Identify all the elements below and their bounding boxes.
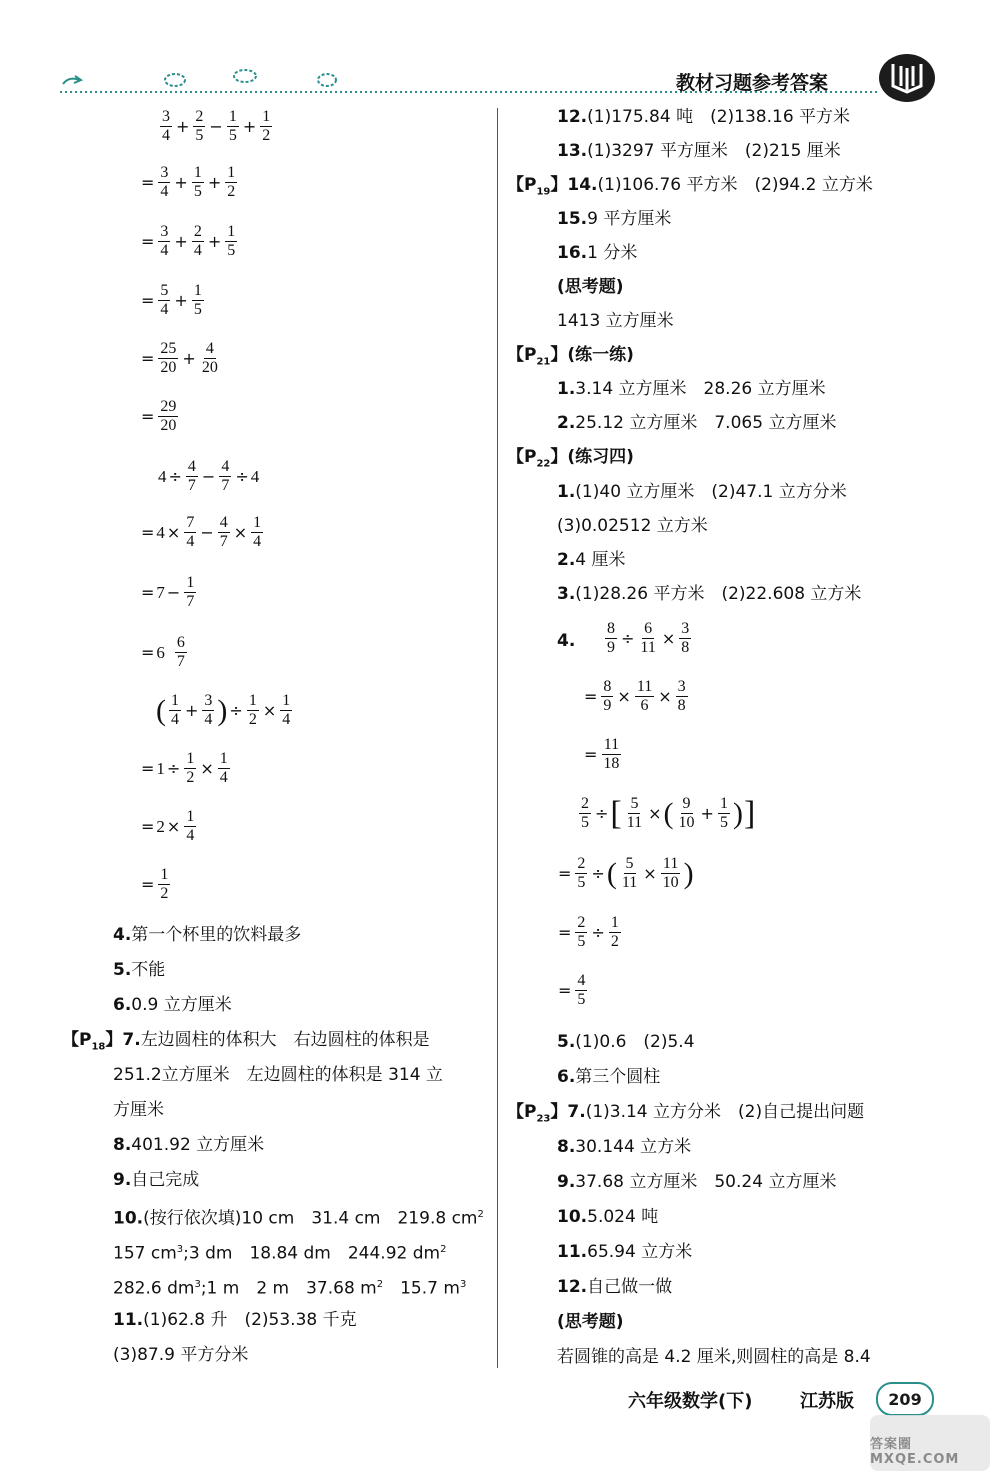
answer-item: 8.30.144 立方米 — [557, 1137, 692, 1157]
answer-item: 11.(1)62.8 升 (2)53.38 千克 — [113, 1310, 357, 1330]
section-label: 【$P_{22}$】(练习四) — [507, 447, 634, 470]
answer-item: 1413 立方厘米 — [557, 311, 674, 331]
answer-item: 282.6 $dm^3;1$ m 2 m 37.68 $m^2$ 15.7 $m^3$ — [113, 1278, 467, 1299]
expr1-line3: = $\frac{5}{4}$ + $\frac{1}{5}$ — [141, 282, 202, 318]
answer-item: 9.自己完成 — [113, 1170, 200, 1190]
answer-item: 9.37.68 立方厘米 50.24 立方厘米 — [557, 1172, 837, 1192]
answer-item: 16.1 分米 — [557, 243, 638, 263]
answer-item: 12.(1)175.84 吨 (2)138.16 平方米 — [557, 107, 851, 127]
answer-item: 2.4 厘米 — [557, 550, 626, 570]
expr1-line2: = $\frac{3}{4}$ + $\frac{2}{4}$ + $\frac{1}{5}$ — [141, 223, 236, 259]
answer-item: 4. — [557, 631, 576, 651]
expr5-line3: = $\frac{4}{5}$ — [558, 972, 586, 1008]
answer-item: 方厘米 — [113, 1100, 164, 1120]
expr5-line2: = $\frac{2}{5}$ ÷ $\frac{1}{2}$ — [558, 914, 619, 950]
expr1-line5: = $\frac{29}{20}$ — [141, 398, 177, 434]
column-divider — [497, 108, 498, 1368]
footer-edition: 江苏版 — [800, 1391, 854, 1412]
answer-item: 5.不能 — [113, 960, 166, 980]
expr3-line2: = 2 × $\frac{1}{4}$ — [141, 808, 195, 844]
answer-item: 10.(按行依次填)10 cm 31.4 cm 219.8 $cm^2$ — [113, 1208, 484, 1229]
expr5-line0: $\frac{2}{5}$ ÷ [ $\frac{5}{11}$ × ( $\frac{9}{10}$ + $\frac{1}{5}$ ) ] — [581, 794, 756, 832]
expr1-line4: = $\frac{25}{20}$ + $\frac{4}{20}$ — [141, 340, 218, 376]
answer-item: 10.5.024 吨 — [557, 1207, 659, 1227]
watermark: 答案圈 MXQE.COM — [870, 1415, 990, 1471]
expr5-line1: = $\frac{2}{5}$ ÷ ( $\frac{5}{11}$ × $\frac{11}{10}$ ) — [558, 855, 694, 891]
answer-item: 251.2立方厘米 左边圆柱的体积是 314 立 — [113, 1065, 443, 1085]
answer-item: 1.(1)40 立方厘米 (2)47.1 立方分米 — [557, 482, 847, 502]
answer-item: 4.第一个杯里的饮料最多 — [113, 925, 302, 945]
expr3-line0: ( $\frac{1}{4}$ + $\frac{3}{4}$ ) ÷ $\frac{1}{2}$ × $\frac{1}{4}$ — [156, 692, 291, 728]
answer-item: 12.自己做一做 — [557, 1277, 673, 1297]
expr3-line1: = 1 ÷ $\frac{1}{2}$ × $\frac{1}{4}$ — [141, 750, 228, 786]
expr2-line2: = 7 − $\frac{1}{7}$ — [141, 574, 195, 610]
page-number: 209 — [888, 1389, 922, 1409]
expr1-line1: = $\frac{3}{4}$ + $\frac{1}{5}$ + $\frac{1}{2}$ — [141, 164, 236, 200]
answer-item: 6.0.9 立方厘米 — [113, 995, 232, 1015]
expr4-line1: = $\frac{8}{9}$ × $\frac{11}{6}$ × $\frac{3}{8}$ — [584, 678, 686, 714]
book-logo-icon — [877, 52, 937, 104]
section-label: (思考题) — [557, 1312, 624, 1332]
expr1-line0: $\frac{3}{4}$ + $\frac{2}{5}$ − $\frac{1}{5}$ + $\frac{1}{2}$ — [162, 108, 271, 144]
answer-item: 2.25.12 立方厘米 7.065 立方厘米 — [557, 413, 837, 433]
answer-item: 若圆锥的高是 4.2 厘米,则圆柱的高是 8.4 — [557, 1347, 871, 1367]
expr4-line0: $\frac{8}{9}$ ÷ $\frac{6}{11}$ × $\frac{3}{8}$ — [607, 620, 690, 656]
answer-item: 13.(1)3297 平方厘米 (2)215 厘米 — [557, 141, 841, 161]
footer-book: 六年级数学(下) — [628, 1391, 753, 1412]
answer-item: 11.65.94 立方米 — [557, 1242, 693, 1262]
section-label: 【$P_{21}$】(练一练) — [507, 345, 634, 368]
answer-item: 157 $cm^3;3$ dm 18.84 dm 244.92 $dm^2$ — [113, 1243, 447, 1264]
expr2-line1: = 4 × $\frac{7}{4}$ − $\frac{4}{7}$ × $\frac{1}{4}$ — [141, 514, 262, 550]
answer-item: 【$P_{18}$】7.左边圆柱的体积大 右边圆柱的体积是 — [62, 1030, 430, 1053]
answer-item: 1.3.14 立方厘米 28.26 立方厘米 — [557, 379, 826, 399]
section-label: (思考题) — [557, 277, 624, 297]
expr4-line2: = $\frac{11}{18}$ — [584, 736, 620, 772]
answer-item: 3.(1)28.26 平方米 (2)22.608 立方米 — [557, 584, 862, 604]
expr2-line0: 4 ÷ $\frac{4}{7}$ − $\frac{4}{7}$ ÷ 4 — [158, 458, 260, 494]
expr3-line3: = $\frac{1}{2}$ — [141, 866, 169, 902]
answer-item: 15.9 平方厘米 — [557, 209, 672, 229]
answer-item: 5.(1)0.6 (2)5.4 — [557, 1032, 695, 1052]
expr2-line3: = 6 $\frac{6}{7}$ — [141, 634, 185, 670]
page-number-badge — [876, 1382, 934, 1416]
answer-item: 【$P_{19}$】14.(1)106.76 平方米 (2)94.2 立方米 — [507, 175, 873, 198]
answer-item: (3)0.02512 立方米 — [557, 516, 708, 536]
answer-item: 8.401.92 立方厘米 — [113, 1135, 265, 1155]
answer-item: (3)87.9 平方分米 — [113, 1345, 249, 1365]
answer-item: 【$P_{23}$】7.(1)3.14 立方分米 (2)自己提出问题 — [507, 1102, 865, 1125]
header-title: 教材习题参考答案 — [676, 72, 829, 94]
answer-item: 6.第三个圆柱 — [557, 1067, 661, 1087]
